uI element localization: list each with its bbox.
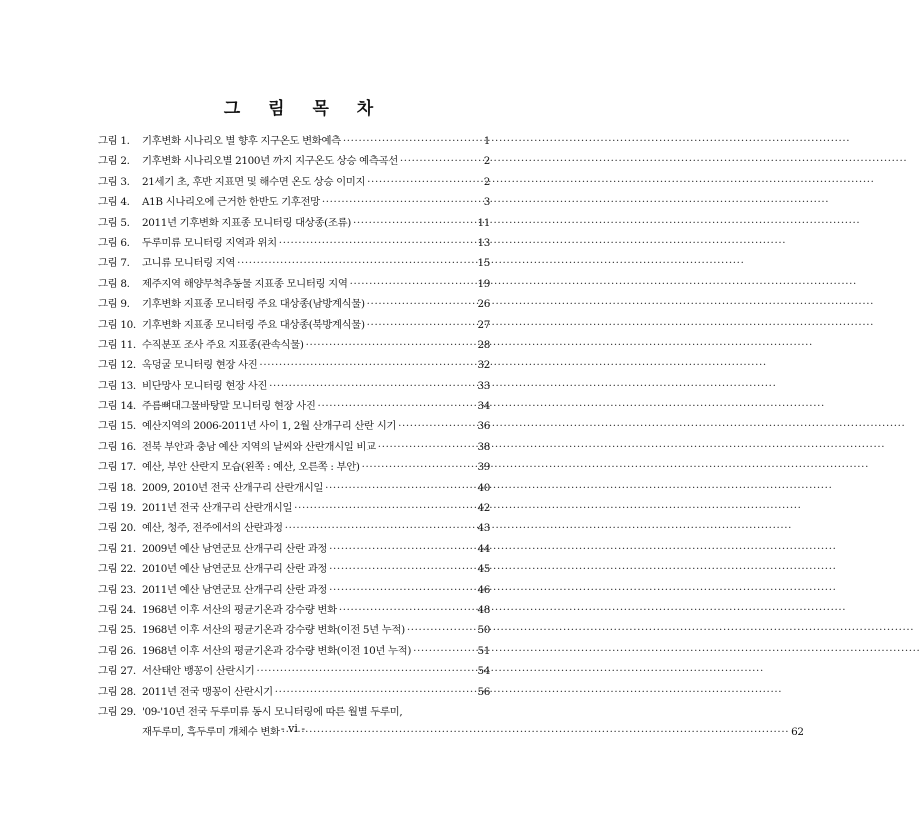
figure-label: 그림 17. [98, 461, 136, 474]
figure-page-number: 11 [477, 216, 490, 229]
figure-label: 그림 7. [98, 257, 130, 270]
figure-title: 제주지역 해양무척추동물 지표종 모니터링 지역 [142, 277, 348, 290]
figure-label: 그림 3. [98, 175, 130, 188]
figure-label: 그림 14. [98, 400, 136, 413]
leader-dots [362, 461, 476, 473]
toc-entry[interactable] [98, 540, 490, 560]
toc-entry[interactable] [98, 683, 490, 703]
figure-label: 그림 28. [98, 685, 136, 698]
toc-entry[interactable] [98, 173, 490, 193]
toc-entry[interactable] [98, 601, 490, 621]
toc-entry[interactable] [98, 234, 490, 254]
figure-page-number: 51 [477, 644, 490, 657]
toc-entry[interactable] [98, 417, 490, 437]
leader-dots [318, 400, 476, 412]
leader-dots [367, 298, 476, 310]
leader-dots [237, 257, 475, 269]
toc-entry[interactable] [98, 152, 490, 172]
toc-entry[interactable] [98, 397, 490, 417]
leader-dots [350, 278, 476, 290]
figure-page-number: 56 [477, 685, 490, 698]
figure-page-number: 28 [477, 338, 490, 351]
figure-title: 비단망사 모니터링 현장 사진 [142, 379, 268, 392]
figure-list [98, 132, 804, 744]
figure-title: 기후변화 시나리오 별 향후 지구온도 변화예측 [142, 135, 341, 147]
leader-dots [259, 359, 475, 371]
figure-title: 옥덩굴 모니터링 현장 사진 [142, 359, 258, 372]
toc-entry[interactable] [98, 438, 490, 458]
leader-dots [275, 686, 476, 698]
figure-page-number: 27 [477, 318, 490, 331]
figure-page-number: 36 [477, 420, 490, 433]
toc-entry[interactable] [98, 132, 490, 152]
toc-entry[interactable] [98, 519, 490, 539]
figure-title: 1968년 이후 서산의 평균기온과 강수량 변화 [142, 603, 337, 616]
toc-entry[interactable] [98, 336, 490, 356]
figure-title: 2009, 2010년 전국 산개구리 산란개시일 [142, 481, 324, 494]
figure-page-number: 40 [477, 481, 490, 494]
figure-title: 수직분포 조사 주요 지표종(관속식물) [142, 338, 304, 351]
leader-dots [407, 624, 476, 636]
toc-entry[interactable] [98, 581, 490, 601]
toc-entry[interactable] [98, 662, 490, 682]
figure-label: 그림 23. [98, 583, 136, 596]
figure-title: 서산태안 뱅꽁이 산란시기 [142, 665, 255, 678]
toc-entry[interactable] [98, 214, 490, 234]
page-number: - vi - [280, 722, 306, 735]
figure-page-number: 38 [477, 440, 490, 453]
figure-page-number: 44 [477, 542, 490, 555]
figure-label: 그림 20. [98, 522, 136, 535]
figure-page-number: 48 [477, 603, 490, 616]
toc-entry[interactable] [98, 295, 490, 315]
figure-title: 예산, 청주, 전주에서의 산란과정 [142, 522, 283, 535]
figure-page-number: 2 [483, 175, 490, 188]
figure-title: 기후변화 시나리오별 2100년 까지 지구온도 상승 예측곡선 [142, 155, 398, 168]
leader-dots [400, 155, 482, 167]
figure-title: 예산지역의 2006-2011년 사이 1, 2월 산개구리 산란 시기 [142, 420, 397, 433]
leader-dots [343, 135, 482, 147]
figure-title: 21세기 초, 후반 지표면 및 해수면 온도 상승 이미지 [142, 175, 366, 188]
figure-label: 그림 9. [98, 298, 130, 311]
leader-dots [269, 380, 475, 392]
figure-label: 그림 26. [98, 644, 136, 657]
leader-dots [279, 237, 476, 249]
toc-entry[interactable] [98, 377, 490, 397]
toc-entry[interactable] [98, 316, 490, 336]
figure-label: 그림 10. [98, 318, 136, 331]
figure-title: 2009년 예산 남연군묘 산개구리 산란 과정 [142, 542, 328, 555]
figure-label: 그림 1. [98, 135, 130, 147]
leader-dots [322, 196, 482, 208]
figure-label: 그림 15. [98, 420, 136, 433]
figure-title: 주름뼈대그물바탕말 모니터링 현장 사진 [142, 400, 316, 413]
leader-dots [339, 604, 476, 616]
figure-title: 예산, 부안 산란지 모습(왼쪽 : 예산, 오른쪽 : 부안) [142, 461, 360, 474]
figure-label: 그림 11. [98, 338, 136, 351]
figure-label: 그림 19. [98, 502, 136, 515]
figure-title: 두루미류 모니터링 지역과 위치 [142, 236, 277, 249]
leader-dots [413, 645, 475, 657]
figure-page-number: 62 [791, 726, 804, 739]
leader-dots [329, 584, 475, 596]
figure-label: 그림 25. [98, 624, 136, 637]
leader-dots [398, 420, 475, 432]
leader-dots [329, 543, 475, 555]
figure-page-number: 15 [477, 257, 490, 270]
toc-entry[interactable] [98, 458, 490, 478]
figure-label: 그림 18. [98, 481, 136, 494]
figure-label: 그림 2. [98, 155, 130, 168]
figure-label: 그림 16. [98, 440, 136, 453]
figure-page-number: 54 [477, 665, 490, 678]
toc-entry[interactable] [98, 560, 490, 580]
leader-dots [306, 339, 476, 351]
toc-entry[interactable] [98, 642, 490, 662]
figure-page-number: 2 [483, 155, 490, 168]
figure-page-number: 42 [477, 502, 490, 515]
figure-title: 기후변화 지표종 모니터링 주요 대상종(남방계식물) [142, 298, 365, 311]
figure-page-number: 39 [477, 461, 490, 474]
leader-dots [378, 441, 476, 453]
leader-dots [353, 217, 476, 229]
figure-label: 그림 4. [98, 196, 130, 209]
leader-dots [256, 665, 475, 677]
leader-dots [294, 502, 475, 514]
toc-entry[interactable] [98, 499, 490, 519]
figure-title: 고니류 모니터링 지역 [142, 257, 236, 270]
figure-page-number: 46 [477, 583, 490, 596]
figure-label: 그림 24. [98, 603, 136, 616]
figure-title: 2011년 기후변화 지표종 모니터링 대상종(조류) [142, 216, 351, 229]
leader-dots [329, 563, 475, 575]
figure-page-number: 1 [483, 135, 490, 147]
figure-page-number: 13 [477, 236, 490, 249]
figure-title: 기후변화 지표종 모니터링 주요 대상종(북방계식물) [142, 318, 365, 331]
figure-page-number: 50 [477, 624, 490, 637]
toc-entry[interactable] [98, 356, 490, 376]
toc-entry[interactable] [98, 621, 490, 641]
leader-dots [285, 522, 476, 534]
toc-entry[interactable] [98, 275, 490, 295]
figure-page-number: 19 [477, 277, 490, 290]
figure-title: '09-'10년 전국 두루미류 동시 모니터링에 따른 월별 두루미, [142, 705, 403, 718]
leader-dots [367, 319, 476, 331]
figure-title: 1968년 이후 서산의 평균기온과 강수량 변화(이전 5년 누적) [142, 624, 405, 637]
leader-dots [325, 482, 475, 494]
figure-label: 그림 5. [98, 216, 130, 229]
figure-label: 그림 6. [98, 236, 130, 249]
figure-title: 2011년 예산 남연군묘 산개구리 산란 과정 [142, 583, 328, 596]
figure-page-number: 33 [477, 379, 490, 392]
figure-title-continued: 재두루미, 흑두루미 개체수 변화 [142, 726, 280, 739]
figure-page-number: 43 [477, 522, 490, 535]
toc-entry[interactable] [98, 193, 490, 213]
toc-entry[interactable] [98, 479, 490, 499]
figure-page-number: 34 [477, 400, 490, 413]
page-title: 그 림 목 차 [223, 99, 385, 119]
toc-entry[interactable] [98, 254, 490, 274]
figure-label: 그림 8. [98, 277, 130, 290]
figure-title: 2010년 예산 남연군묘 산개구리 산란 과정 [142, 563, 328, 576]
figure-page-number: 3 [483, 196, 490, 209]
figure-label: 그림 27. [98, 665, 136, 678]
figure-label: 그림 21. [98, 542, 136, 555]
figure-page-number: 32 [477, 359, 490, 372]
figure-title: 1968년 이후 서산의 평균기온과 강수량 변화(이전 10년 누적) [142, 644, 412, 657]
figure-page-number: 45 [477, 563, 490, 576]
figure-page-number: 26 [477, 298, 490, 311]
figure-title: 전북 부안과 충남 예산 지역의 날씨와 산란개시일 비교 [142, 440, 376, 453]
figure-label: 그림 29. [98, 705, 136, 718]
leader-dots [367, 176, 482, 188]
figure-label: 그림 13. [98, 379, 136, 392]
figure-label: 그림 22. [98, 563, 136, 576]
figure-title: A1B 시나리오에 근거한 한반도 기후전망 [142, 196, 320, 209]
figure-title: 2011년 전국 산개구리 산란개시일 [142, 502, 293, 515]
figure-title: 2011년 전국 맹꽁이 산란시기 [142, 685, 273, 698]
figure-label: 그림 12. [98, 359, 136, 372]
